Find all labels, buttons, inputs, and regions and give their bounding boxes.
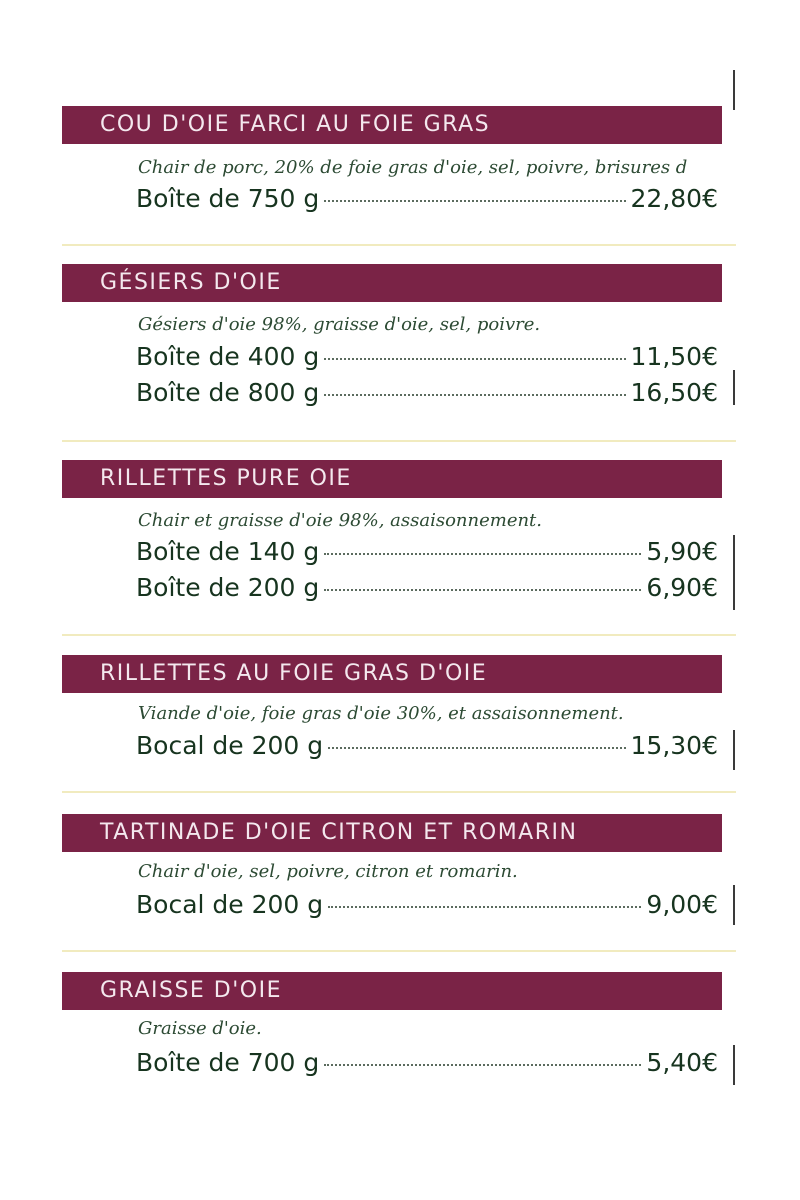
price-row xyxy=(136,573,718,607)
section-title: COU D'OIE FARCI AU FOIE GRAS xyxy=(100,112,491,137)
item-price: 5,40€ xyxy=(646,1048,718,1077)
page-edge-mark xyxy=(733,885,735,925)
dot-leader xyxy=(324,1064,641,1066)
item-label: Bocal de 200 g xyxy=(136,890,324,919)
price-row xyxy=(136,1048,718,1082)
price-row xyxy=(136,378,718,412)
dot-leader xyxy=(324,553,641,555)
item-label: Boîte de 800 g xyxy=(136,378,320,407)
page-edge-mark xyxy=(733,535,735,610)
item-label: Boîte de 140 g xyxy=(136,537,320,566)
section-description: Gésiers d'oie 98%, graisse d'oie, sel, poivre. xyxy=(138,314,541,335)
item-label: Bocal de 200 g xyxy=(136,731,324,760)
page-edge-mark xyxy=(733,1045,735,1085)
item-price: 11,50€ xyxy=(630,342,718,371)
section-divider xyxy=(62,791,736,793)
item-price: 5,90€ xyxy=(646,537,718,566)
section-divider xyxy=(62,244,736,246)
dot-leader xyxy=(324,358,625,360)
price-row xyxy=(136,184,718,218)
section-banner xyxy=(62,655,722,693)
dot-leader xyxy=(328,906,641,908)
dot-leader xyxy=(324,394,625,396)
item-label: Boîte de 750 g xyxy=(136,184,320,213)
item-price: 22,80€ xyxy=(630,184,718,213)
section-description: Chair de porc, 20% de foie gras d'oie, sel, poivre, brisures d xyxy=(138,157,688,178)
section-divider xyxy=(62,634,736,636)
section-banner xyxy=(62,264,722,302)
item-price: 15,30€ xyxy=(630,731,718,760)
item-price: 16,50€ xyxy=(630,378,718,407)
section-banner xyxy=(62,106,722,144)
item-price: 6,90€ xyxy=(646,573,718,602)
dot-leader xyxy=(328,747,625,749)
section-description: Chair d'oie, sel, poivre, citron et romarin. xyxy=(138,861,518,882)
section-divider xyxy=(62,440,736,442)
section-divider xyxy=(62,950,736,952)
price-row xyxy=(136,890,718,924)
item-label: Boîte de 700 g xyxy=(136,1048,320,1077)
section-banner xyxy=(62,460,722,498)
item-label: Boîte de 400 g xyxy=(136,342,320,371)
price-row xyxy=(136,731,718,765)
page-edge-mark xyxy=(733,370,735,405)
item-label: Boîte de 200 g xyxy=(136,573,320,602)
dot-leader xyxy=(324,589,641,591)
price-row xyxy=(136,342,718,376)
section-description: Graisse d'oie. xyxy=(138,1018,262,1039)
section-banner xyxy=(62,972,722,1010)
section-title: RILLETTES AU FOIE GRAS D'OIE xyxy=(100,661,488,686)
section-title: TARTINADE D'OIE CITRON ET ROMARIN xyxy=(100,820,578,845)
section-title: RILLETTES PURE OIE xyxy=(100,466,352,491)
section-title: GRAISSE D'OIE xyxy=(100,978,282,1003)
page-edge-mark xyxy=(733,730,735,770)
page-edge-mark xyxy=(733,70,735,110)
dot-leader xyxy=(324,200,625,202)
item-price: 9,00€ xyxy=(646,890,718,919)
section-banner xyxy=(62,814,722,852)
section-description: Chair et graisse d'oie 98%, assaisonnement. xyxy=(138,510,543,531)
section-description: Viande d'oie, foie gras d'oie 30%, et assaisonnement. xyxy=(138,703,624,724)
section-title: GÉSIERS D'OIE xyxy=(100,270,282,295)
price-row xyxy=(136,537,718,571)
